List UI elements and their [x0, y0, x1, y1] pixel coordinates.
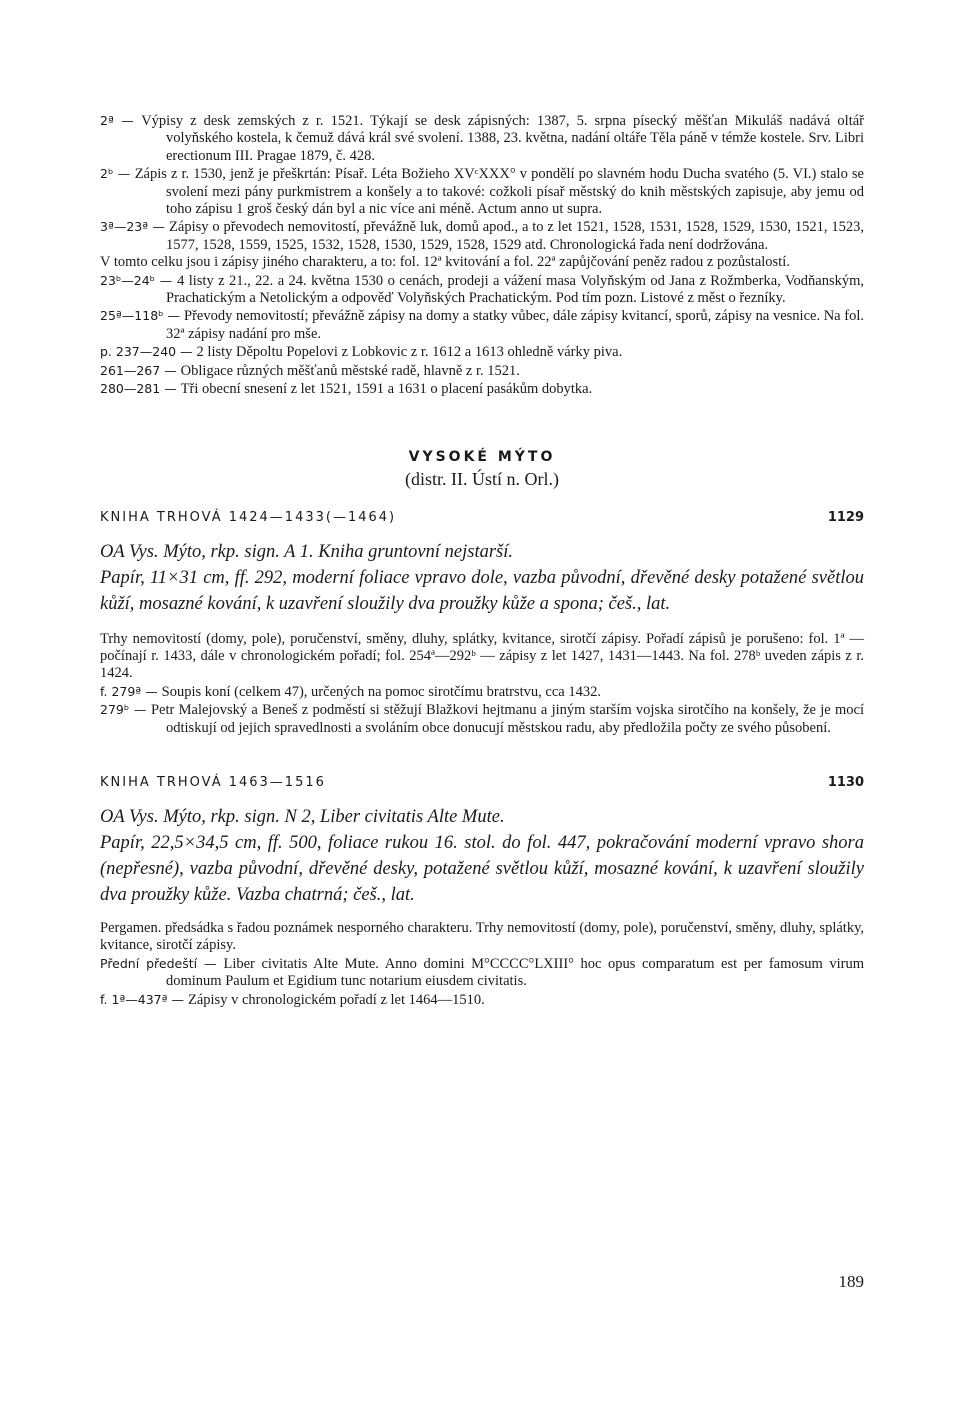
- section-heading: [100, 510, 864, 525]
- entry-ref: 280—281 —: [100, 381, 181, 397]
- entry: [100, 165, 864, 218]
- physical-description: Papír, 22,5×34,5 cm, ff. 500, foliace rukou 16. stol. do fol. 447, pokračování moderní vpravo shora (nepřesné), vazba původní, dřevěné desky, potažené světlou kůží, mosazné kování, k uzavření sloužily dva proužky kůže. Vazba chatrná; češ., lat.: [100, 832, 864, 905]
- entry-ref: 3ª—23ª —: [100, 219, 170, 235]
- entry-text: Liber civitatis Alte Mute. Anno domini M°CCCC°LXIII° hoc opus comparatum est per famosum virum dominum Paulum et Egidium tunc notarium eiusdem civitatis.: [166, 955, 864, 990]
- place-subtitle: (distr. II. Ústí n. Orl.): [405, 468, 559, 489]
- shelf-signature: OA Vys. Mýto, rkp. sign. A 1. Kniha gruntovní nejstarší.: [100, 541, 514, 562]
- physical-description: Papír, 11×31 cm, ff. 292, moderní foliace vpravo dole, vazba původní, dřevěné desky potažené světlou kůží, mosazné kování, k uzavření sloužily dva proužky kůže a spona; češ., lat.: [100, 567, 864, 614]
- entry-text: Trhy nemovitostí (domy, pole), poručenství, směny, dluhy, splátky, kvitance, sirotčí zápisy. Pořadí zápisů je porušeno: fol. 1ª — počínají r. 1433, dále v chronologickém pořadí; fol. 254ª—292ᵇ — zápisy z let 1427, 1431—1443. Na fol. 278ᵇ uveden zápis z r. 1424.: [100, 630, 864, 682]
- section-number: 1130: [827, 774, 864, 790]
- entry: [100, 380, 864, 398]
- entry: [100, 307, 864, 343]
- entry-ref: 2ª —: [100, 113, 142, 128]
- section-content: [100, 920, 864, 1009]
- entry: [100, 991, 864, 1009]
- entry: [100, 683, 864, 701]
- entry-text: Petr Malejovský a Beneš z podměstí si stěžují Blažkovi hejtmanu a jiným starším vojska sirotčího na konšely, že je mocí odtiskují od jejich spravedlnosti a svoláním obce donucují městskou radu, aby předložila počty ze svého působení.: [150, 702, 864, 736]
- section-title: KNIHA TRHOVÁ 1424—1433(—1464): [100, 509, 397, 525]
- entry-text: Tři obecní snesení z let 1521, 1591 a 1631 o placení pasákům dobytka.: [180, 381, 593, 398]
- entry: [100, 254, 864, 271]
- entry: [100, 343, 864, 361]
- entry-ref: 25ª—118ᵇ —: [100, 308, 184, 324]
- section-number: 1129: [827, 509, 864, 525]
- page-number: 189: [838, 1272, 864, 1291]
- entry-ref: 279ᵇ —: [100, 702, 151, 718]
- place-title: VYSOKÉ MÝTO: [408, 448, 556, 465]
- entry: [100, 362, 864, 380]
- entry-text: Zápisy v chronologickém pořadí z let 1464—1510.: [187, 991, 485, 1008]
- entry-ref: Přední předeští —: [100, 955, 224, 971]
- entry-text: Výpisy z desk zemských z r. 1521. Týkají se desk zápisných: 1387, 5. srpna písecký měšťan Mikuláš nadává oltář volyňského kostela, k čemuž dává král své svolení. 1388, 23. května, nadání oltáře Těla páně v témže kostele. Srv. Libri erectionum III. Pragae 1879, č. 428.: [141, 113, 865, 164]
- intro-entries: [100, 112, 864, 399]
- entry-text: 4 listy z 21., 22. a 24. května 1530 o cenách, prodeji a vážení masa Volyňským od Jana z Rožmberka, Vodňanským, Prachatickým a Netolickým a odpověď Volyňských Prachatickým. Pod tím pozn. Listové z měst o řezníky.: [166, 272, 865, 307]
- entry-text: V tomto celku jsou i zápisy jiného charakteru, a to: fol. 12ª kvitování a fol. 22ª zapůjčování peněz radou z pozůstalostí.: [100, 254, 790, 271]
- entry-ref: 23ᵇ—24ᵇ —: [100, 272, 178, 288]
- entry-text: Zápis z r. 1530, jenž je přeškrtán: Písař. Léta Božieho XVᶜXXX° v pondělí po slavném hodu Ducha svatého (5. VI.) stalo se svolení mezi pány purkmistrem a konšely a to takové: cožkoli písař městský do knih městských zapisuje, aby jemu od toho zápisu 1 groš český dán byl a nic více ani méně. Actum anno ut supra.: [134, 166, 864, 218]
- page-content: [100, 112, 864, 1009]
- entry-text: Soupis koní (celkem 47), určených na pomoc sirotčímu bratrstvu, cca 1432.: [161, 683, 601, 700]
- section-content: [100, 631, 864, 737]
- shelf-signature: OA Vys. Mýto, rkp. sign. N 2, Liber civitatis Alte Mute.: [100, 806, 505, 827]
- entry-text: Převody nemovitostí; převážně zápisy na domy a statky vůbec, dále zápisy kvitancí, sporů, zápisy na vesnice. Na fol. 32ª zápisy nadání pro mše.: [166, 308, 864, 342]
- entry: [100, 112, 864, 165]
- entry: [100, 920, 864, 955]
- entry-text: Zápisy o převodech nemovitostí, převážně luk, domů apod., a to z let 1521, 1528, 1531, 1528, 1529, 1530, 1521, 1523, 1577, 1528, 1559, 1525, 1532, 1528, 1530, 1529, 1528, 1529 atd. Chronologická řada není dodržována.: [166, 219, 864, 253]
- entry-text: Obligace různých měšťanů městské radě, hlavně z r. 1521.: [180, 362, 520, 379]
- entry-ref: f. 279ª —: [100, 683, 162, 699]
- entry: [100, 272, 864, 308]
- section-title: KNIHA TRHOVÁ 1463—1516: [100, 774, 326, 790]
- entry-ref: 2ᵇ —: [100, 166, 135, 182]
- entry-text: 2 listy Děpoltu Popelovi z Lobkovic z r. 1612 a 1613 ohledně várky piva.: [196, 344, 623, 361]
- entry: [100, 631, 864, 683]
- entry: [100, 955, 864, 991]
- entry-ref: 261—267 —: [100, 362, 181, 378]
- section-heading: [100, 775, 864, 790]
- entry-text: Pergamen. předsádka s řadou poznámek nesporného charakteru. Trhy nemovitostí (domy, pole), poručenství, směny, dluhy, splátky, kvitance, sirotčí zápisy.: [100, 919, 864, 954]
- entry: [100, 218, 864, 254]
- entry-ref: f. 1ª—437ª —: [100, 991, 188, 1007]
- entry: [100, 701, 864, 737]
- entry-ref: p. 237—240 —: [100, 344, 197, 360]
